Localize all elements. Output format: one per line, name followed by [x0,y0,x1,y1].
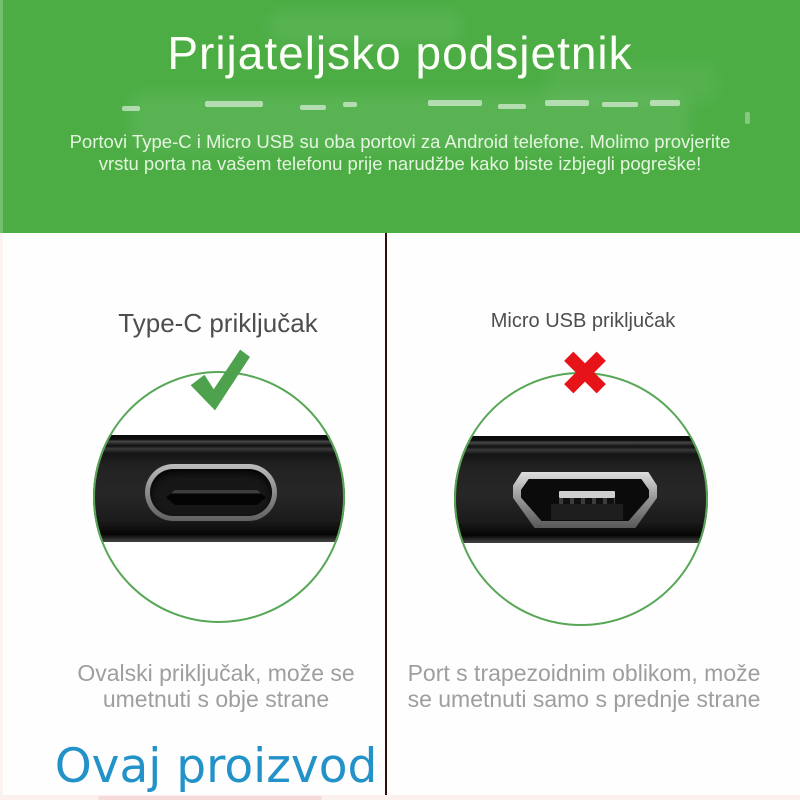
micro-usb-description-line1: Port s trapezoidnim oblikom, može [407,660,761,686]
erased-text-fragment [745,112,750,124]
erased-text-fragment [650,100,680,106]
banner-note [0,131,800,175]
product-label: Ovaj proizvod [54,739,378,794]
erased-text-fragment [545,100,589,106]
erased-text-fragment [122,106,140,111]
erased-text-fragment [205,101,263,107]
bottom-strip-accent [98,796,322,800]
erased-text-fragment [602,102,638,107]
column-divider [385,233,387,800]
type-c-description-line2: umetnuti s obje strane [102,686,330,712]
micro-usb-description [398,660,770,712]
banner-note-line2: vrstu porta na vašem telefonu prije narudžbe kako biste izbjegli pogreške! [98,153,702,174]
erased-text-fragment [300,105,326,110]
banner-note-line1: Portovi Type-C i Micro USB su oba portovi za Android telefone. Molimo provjerite [69,131,731,152]
left-edge-tint [0,233,3,800]
type-c-description-line1: Ovalski priključak, može se [77,660,355,686]
check-icon [183,347,251,413]
micro-usb-title: Micro USB priključak [490,309,676,332]
banner [0,0,800,233]
erased-text-fragment [428,100,482,106]
micro-usb-description-line2: se umetnuti samo s prednje strane [407,686,761,712]
type-c-description [46,660,386,712]
cross-icon [562,351,608,395]
erased-text-fragment [343,102,357,107]
banner-title: Prijateljsko podsjetnik [167,27,633,79]
erased-text-fragment [498,104,526,109]
green-circle-outline [454,372,708,626]
type-c-title: Type-C priključak [118,307,318,338]
